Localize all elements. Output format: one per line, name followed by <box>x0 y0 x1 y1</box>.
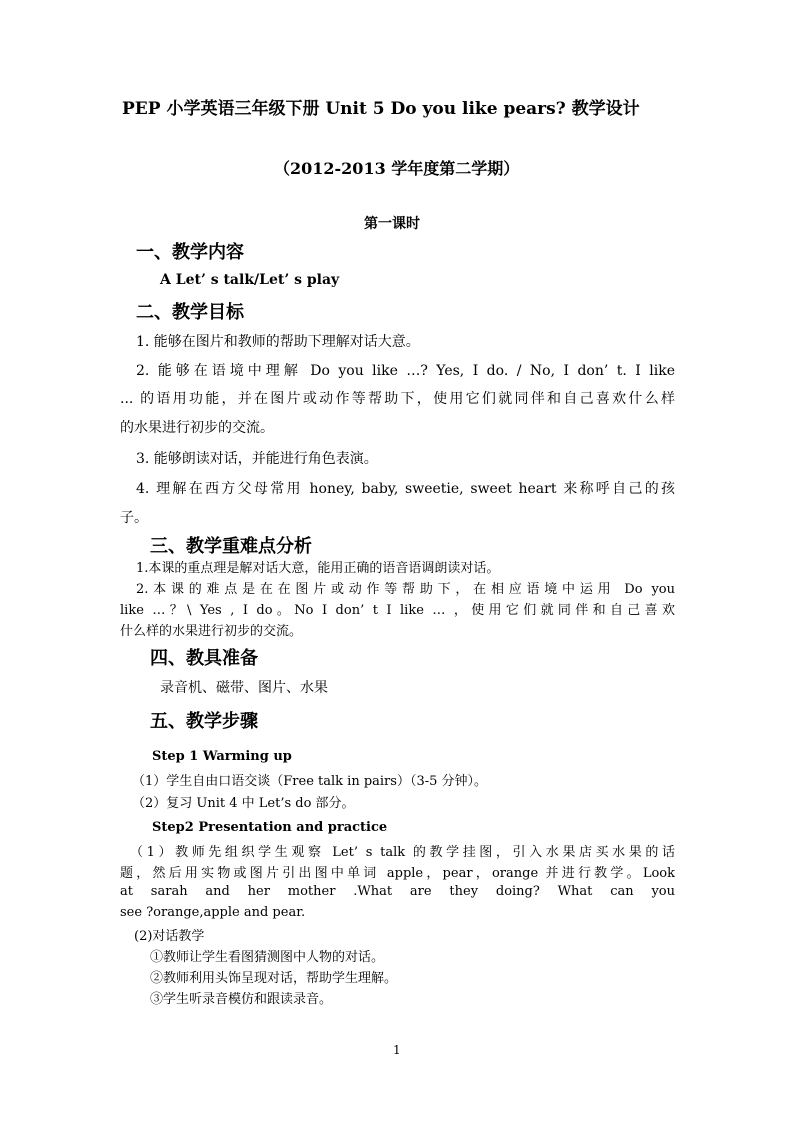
step-1-item-2: （2）复习 Unit 4 中 Let’s do 部分。 <box>132 796 355 811</box>
step-2-dialogue-item-2: ②教师利用头饰呈现对话，帮助学生理解。 <box>150 971 398 986</box>
section-heading-content: 一、教学内容 <box>136 242 244 263</box>
step-2-line-1: （1）教师先组织学生观察 Let’ s talk 的教学挂图，引入水果店买水果的话 <box>130 845 675 860</box>
document-title: PEP 小学英语三年级下册 Unit 5 Do you like pears? 教学设计 <box>122 99 640 119</box>
lesson-label: 第一课时 <box>364 216 420 232</box>
section-heading-tools: 四、教具准备 <box>150 648 258 669</box>
analysis-2-line-2: like …？\ Yes , I do。No I don’ t I like … ，使用它们就同伴和自己喜欢 <box>120 603 675 618</box>
goal-2-line-2: ... 的语用功能，并在图片或动作等帮助下，使用它们就同伴和自己喜欢什么样 <box>120 391 675 407</box>
analysis-1: 1.本课的重点理是解对话大意，能用正确的语音语调朗读对话。 <box>136 561 500 576</box>
goal-3: 3. 能够朗读对话，并能进行角色表演。 <box>136 451 378 467</box>
tools-text: 录音机、磁带、图片、水果 <box>160 680 328 696</box>
school-term: （2012-2013 学年度第二学期） <box>274 159 520 178</box>
step-2-line-3: at sarah and her mother .What are they doing? What can you <box>120 884 675 899</box>
goal-2-line-3: 的水果进行初步的交流。 <box>120 420 274 436</box>
content-text: A Let’ s talk/Let’ s play <box>160 272 340 288</box>
step-2-line-4: see ?orange,apple and pear. <box>120 905 306 920</box>
analysis-2-line-1: 2.本课的难点是在在图片或动作等帮助下，在相应语境中运用 Do you <box>136 582 675 597</box>
goal-2-line-1: 2. 能够在语境中理解 Do you like …? Yes, I do. / No, I don’ t. I like <box>136 363 675 379</box>
goal-4-line-1: 4. 理解在西方父母常用 honey, baby, sweetie, sweet heart 来称呼自己的孩 <box>136 481 675 497</box>
step-2-heading: Step2 Presentation and practice <box>152 820 388 835</box>
step-2-line-2: 题，然后用实物或图片引出图中单词 apple，pear，orange 并进行教学。Look <box>120 866 675 881</box>
step-2-dialogue-item-3: ③学生听录音模仿和跟读录音。 <box>150 992 333 1007</box>
goal-1: 1. 能够在图片和教师的帮助下理解对话大意。 <box>136 334 420 350</box>
step-1-item-1: （1）学生自由口语交谈（Free talk in pairs）（3-5 分钟）。 <box>132 774 488 789</box>
section-heading-goals: 二、教学目标 <box>136 302 244 323</box>
step-2-dialogue-heading: (2)对话教学 <box>134 929 205 944</box>
section-heading-steps: 五、教学步骤 <box>150 711 258 732</box>
analysis-2-line-3: 什么样的水果进行初步的交流。 <box>120 624 303 639</box>
step-2-dialogue-item-1: ①教师让学生看图猜测图中人物的对话。 <box>150 950 385 965</box>
goal-4-line-2: 子。 <box>120 510 148 526</box>
section-heading-analysis: 三、教学重难点分析 <box>150 536 312 557</box>
page-number: 1 <box>393 1043 401 1057</box>
step-1-heading: Step 1 Warming up <box>152 749 292 764</box>
